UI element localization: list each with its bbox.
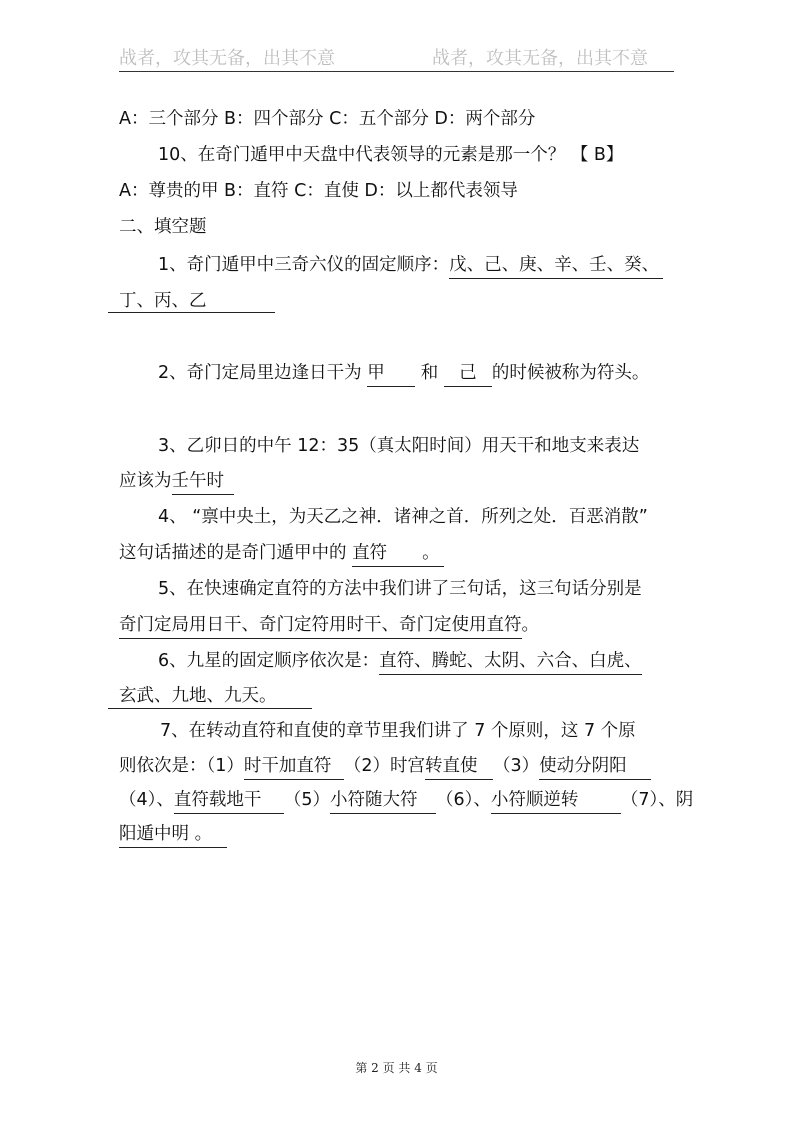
fill-7-part-4: （4）、	[119, 790, 174, 810]
fill-5-line-1: 5、在快速确定直符的方法中我们讲了三句话，这三句话分别是	[158, 579, 642, 599]
fill-7-part-6: （6）、	[436, 790, 491, 810]
fill-2	[158, 361, 649, 387]
fill-1-blank-line	[108, 312, 275, 313]
fill-5-suffix: 。	[521, 615, 539, 635]
fill-7-answer-5: 小符随大符	[330, 788, 436, 814]
fill-7-answer-3: 使动分阴阳	[539, 754, 651, 780]
fill-7-answer-1: 时干加直符	[244, 754, 344, 780]
fill-7-line-1: 7、在转动直符和直使的章节里我们讲了 7 个原则，这 7 个原	[160, 721, 636, 741]
fill-7-line-2	[119, 754, 651, 780]
fill-1-prefix: 1、奇门遁甲中三奇六仪的固定顺序：	[158, 255, 450, 275]
fill-5-line-2	[119, 613, 539, 639]
fill-4-suffix: 。	[422, 541, 444, 567]
fill-7-answer-2: 转直使	[425, 754, 493, 780]
fill-7-mid-1: （2）时宫	[343, 756, 426, 776]
fill-5-answer: 奇门定局用日干、奇门定符用时干、奇门定使用直符	[119, 613, 522, 639]
fill-2-suffix: 的时候被称为符头。	[491, 363, 650, 383]
fill-7-line-4	[119, 822, 227, 848]
fill-3-prefix: 应该为	[119, 471, 172, 491]
header-right: 战者，攻其无备，出其不意	[432, 48, 648, 69]
page-footer: 第 2 页 共 4 页	[355, 1061, 438, 1075]
header-left: 战者，攻其无备，出其不意	[119, 48, 335, 69]
fill-4-prefix: 这句话描述的是奇门遁甲中的	[119, 543, 353, 563]
fill-7-suffix: 。	[189, 824, 213, 844]
q10-question: 10、在奇门遁甲中天盘中代表领导的元素是那一个？ 【 B】	[158, 145, 624, 165]
fill-2-prefix: 2、奇门定局里边逢日干为	[158, 363, 368, 383]
section-title: 二、填空题	[119, 217, 207, 237]
q10-options: A：尊贵的甲 B：直符 C：直使 D：以上都代表领导	[119, 181, 518, 201]
fill-3-answer: 壬午时	[172, 469, 234, 495]
fill-2-mid: 和	[415, 363, 444, 383]
header-rule	[119, 71, 674, 72]
fill-4-answer: 直符	[352, 541, 422, 567]
fill-7-answer-6: 小符顺逆转	[491, 788, 621, 814]
fill-4-line-1: 4、 “禀中央土，为天乙之神．诸神之首．所列之处．百恶消散”	[158, 507, 648, 527]
fill-7-line-3	[119, 788, 693, 814]
fill-6-answer-a: 直符、腾蛇、太阴、六合、白虎、	[379, 649, 642, 675]
fill-3-line-2	[119, 469, 234, 495]
fill-7-part-5: （5）	[283, 790, 331, 810]
fill-6-blank-line	[108, 708, 312, 709]
fill-6-prefix: 6、九星的固定顺序依次是：	[158, 651, 380, 671]
fill-7-mid-2: （3）	[493, 756, 540, 776]
fill-2-answer-1: 甲	[367, 361, 415, 387]
fill-6-line-1	[158, 649, 642, 675]
fill-4-line-2	[119, 541, 444, 567]
fill-7-answer-4: 直符载地干	[174, 788, 284, 814]
fill-2-answer-2: 己	[444, 361, 492, 387]
fill-1	[158, 253, 663, 279]
fill-7-prefix: 则依次是：（1）	[119, 756, 244, 776]
fill-1-cont: 丁、丙、乙	[119, 291, 207, 311]
fill-1-answer-a: 戊、己、庚、辛、壬、癸、	[449, 253, 663, 279]
fill-7-part-7: （7）、阴	[620, 790, 694, 810]
q9-options: A：三个部分 B：四个部分 C：五个部分 D：两个部分	[119, 109, 536, 129]
fill-6-line-2: 玄武、九地、九天。	[119, 686, 277, 706]
fill-7-answer-7-text: 阳遁中明	[119, 824, 189, 844]
fill-7-answer-7	[119, 822, 227, 848]
fill-3-line-1: 3、乙卯日的中午 12：35（真太阳时间）用天干和地支来表达	[158, 436, 640, 456]
